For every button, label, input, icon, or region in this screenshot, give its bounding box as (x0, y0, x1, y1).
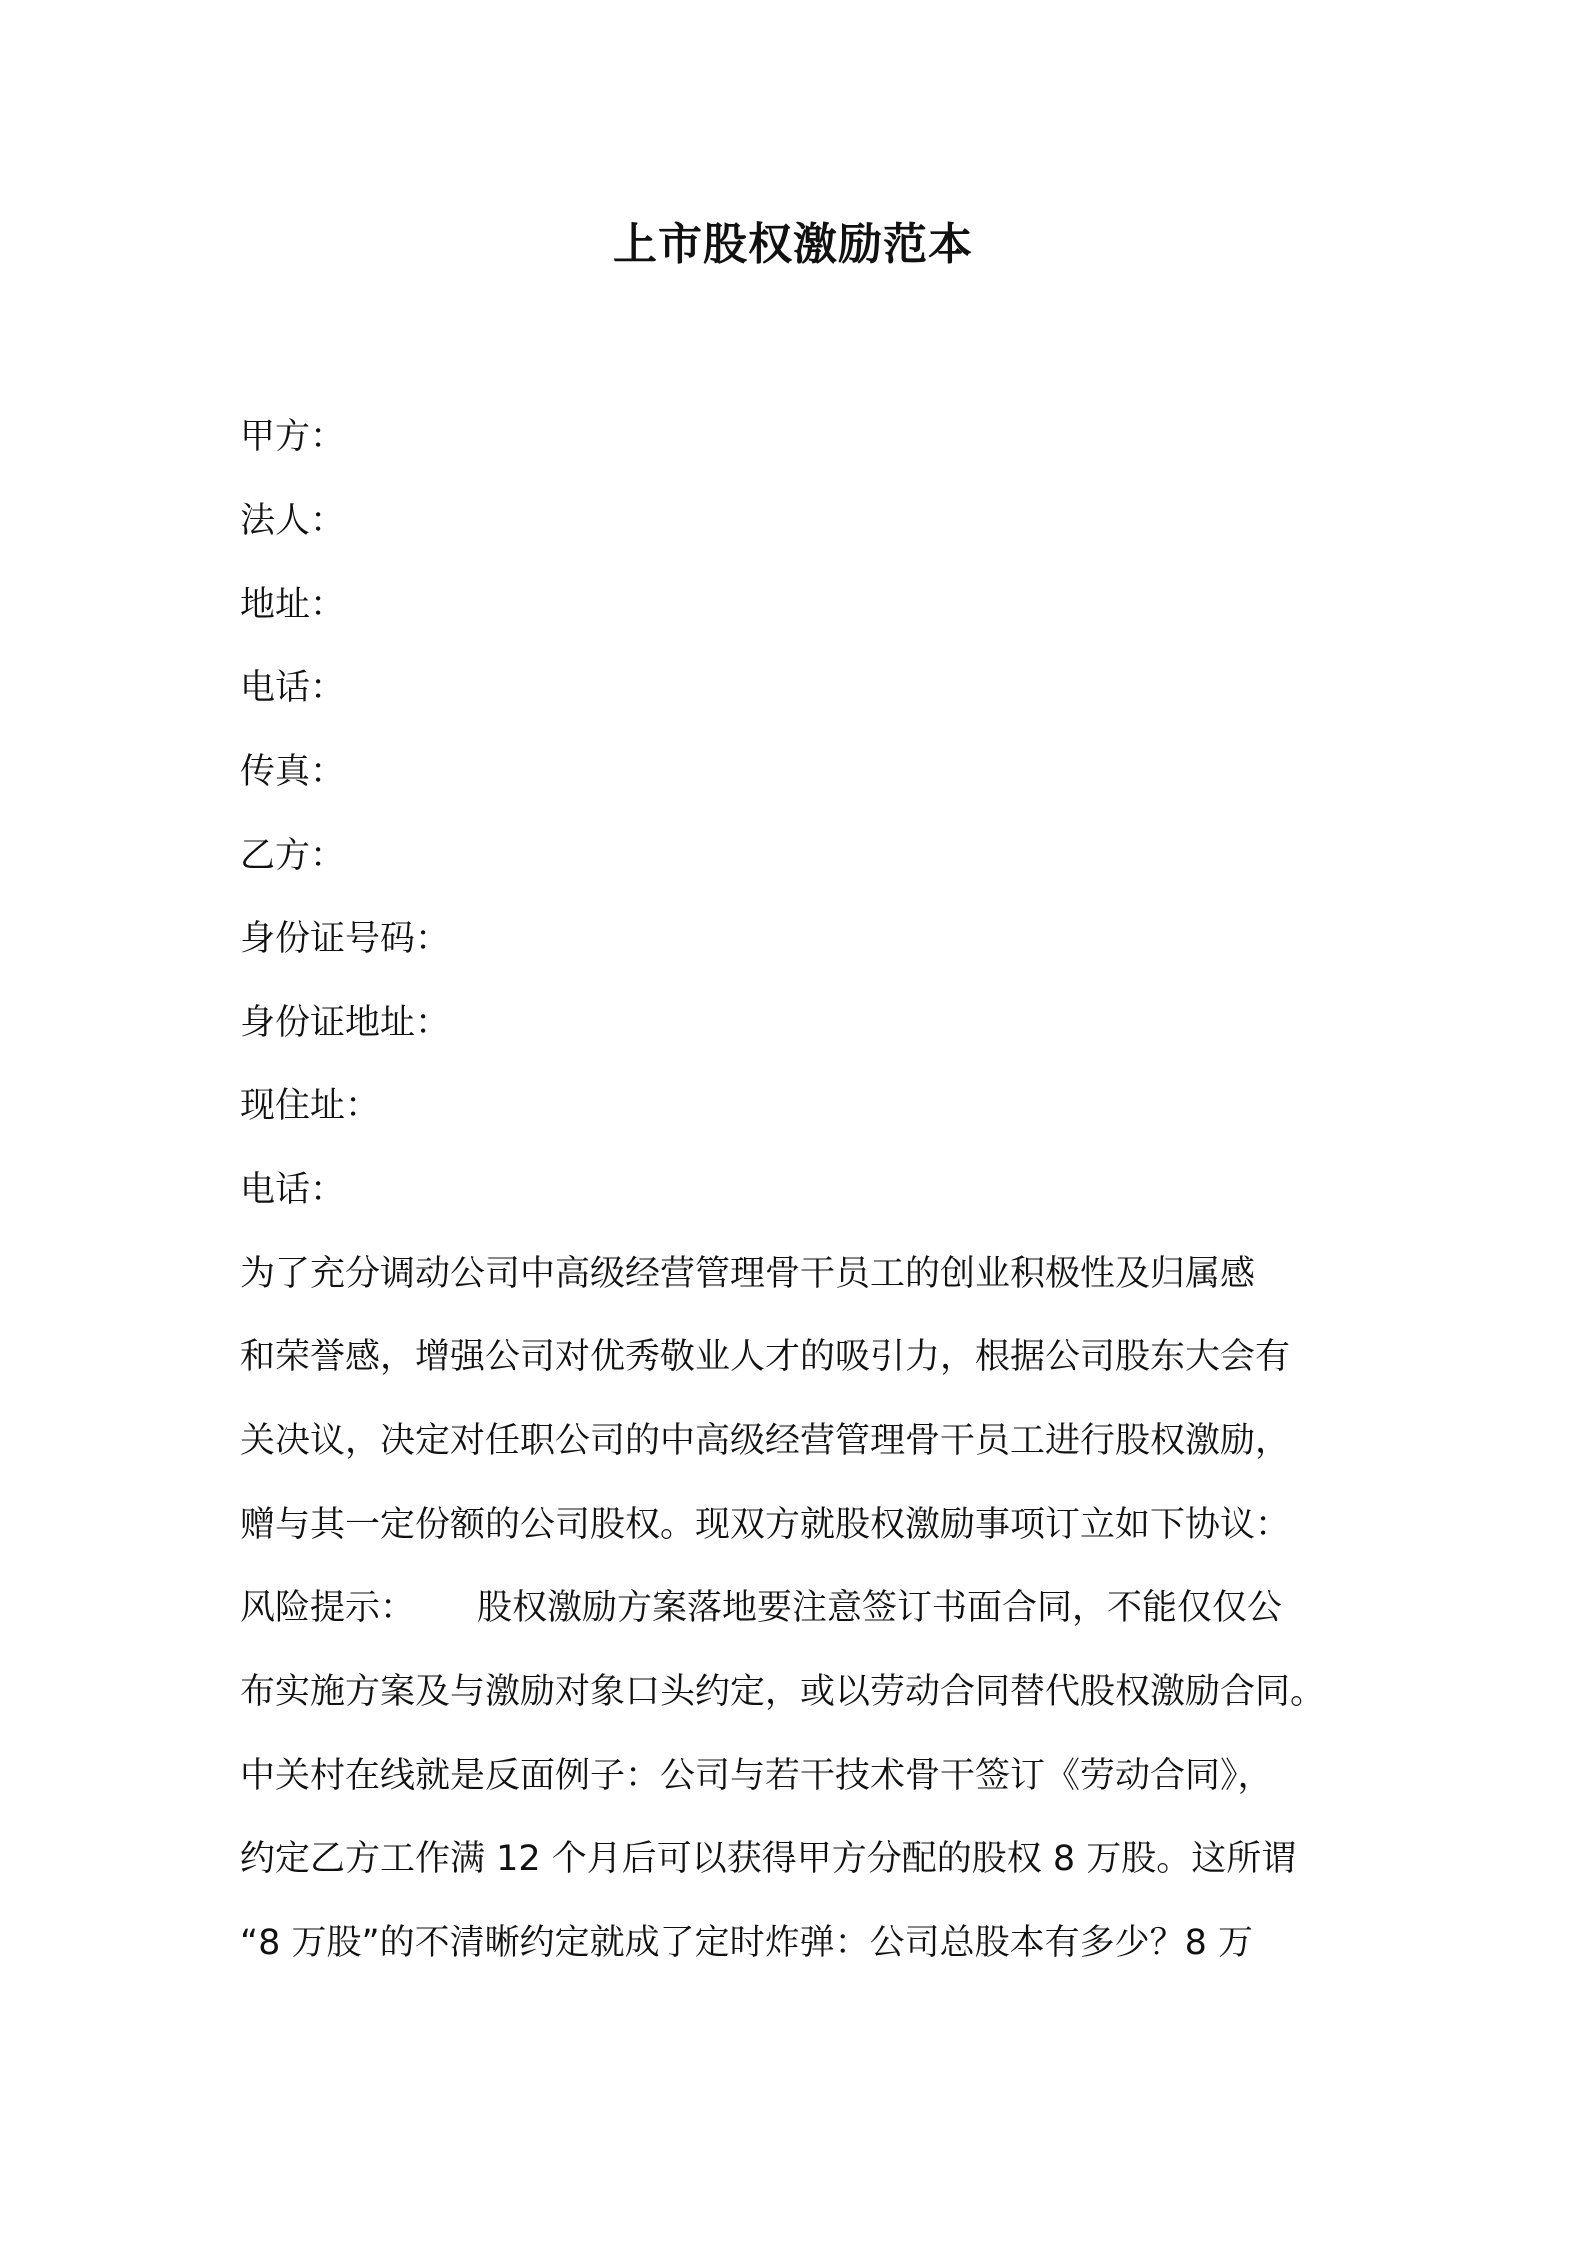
risk-line: 中关村在线就是反面例子：公司与若干技术骨干签订《劳动合同》， (240, 1756, 1273, 1796)
field-fax: 传真： (240, 752, 346, 792)
preamble-line: 赠与其一定份额的公司股权。现双方就股权激励事项订立如下协议： (240, 1505, 1291, 1545)
field-current-address: 现住址： (240, 1086, 381, 1126)
risk-line: “8 万股”的不清晰约定就成了定时炸弹：公司总股本有多少？8 万 (240, 1923, 1254, 1963)
document-title: 上市股权激励范本 (613, 219, 973, 270)
risk-line: 布实施方案及与激励对象口头约定，或以劳动合同替代股权激励合同。 (240, 1672, 1326, 1712)
preamble-line: 和荣誉感，增强公司对优秀敬业人才的吸引力，根据公司股东大会有 (240, 1337, 1291, 1377)
preamble-line: 为了充分调动公司中高级经营管理骨干员工的创业积极性及归属感 (240, 1254, 1256, 1294)
risk-line: 约定乙方工作满 12 个月后可以获得甲方分配的股权 8 万股。这所谓 (240, 1839, 1297, 1879)
field-legal-person: 法人： (240, 501, 346, 541)
field-phone-b: 电话： (240, 1170, 346, 1210)
field-party-b: 乙方： (240, 836, 346, 876)
preamble-line: 关决议，决定对任职公司的中高级经营管理骨干员工进行股权激励， (240, 1421, 1291, 1461)
field-party-a: 甲方： (240, 417, 346, 457)
field-id-number: 身份证号码： (240, 919, 451, 959)
risk-first-line (240, 1583, 1282, 1633)
risk-label: 风险提示： (240, 1588, 416, 1628)
field-address: 地址： (240, 585, 346, 625)
field-phone-a: 电话： (240, 668, 346, 708)
field-id-address: 身份证地址： (240, 1003, 451, 1043)
risk-text-start: 股权激励方案落地要注意签订书面合同，不能仅仅公 (477, 1588, 1283, 1628)
